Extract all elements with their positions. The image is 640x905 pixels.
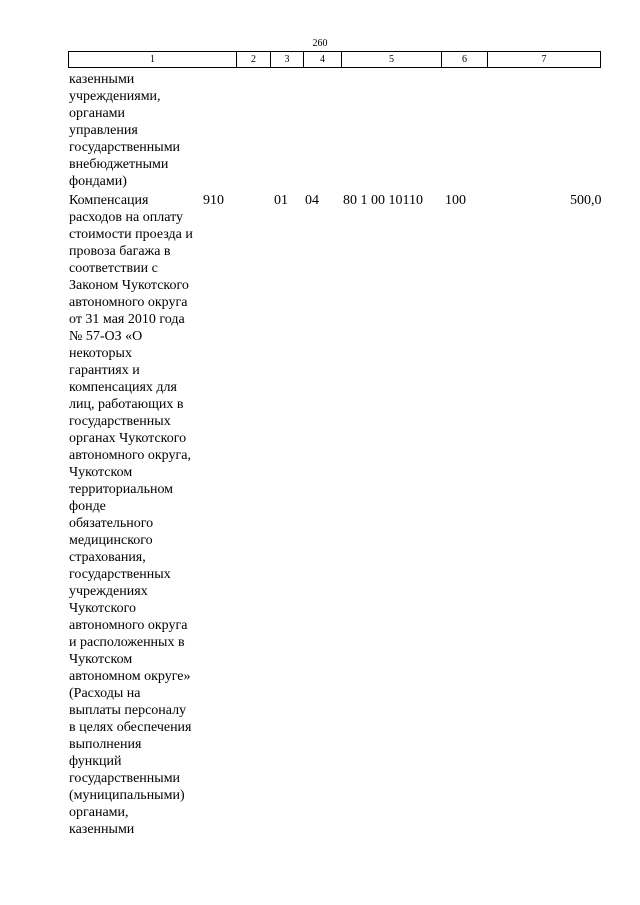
text-line: государственными [69,771,181,786]
text-line: учреждениях [69,584,148,599]
text-line: государственных [69,414,171,429]
text-line: органами, [69,805,129,820]
text-line: обязательного [69,516,154,531]
text-line: некоторых [69,346,132,361]
text-line: и расположенных в [69,635,185,650]
text-line: выполнения [69,737,142,752]
amount-value: 500,0 [570,193,602,208]
column-header-5: 5 [342,52,442,68]
column-header-7: 7 [488,52,601,68]
text-line: функций [69,754,122,769]
text-line: соответствии с [69,261,158,276]
text-line: провоза багажа в [69,244,171,259]
text-line: Законом Чукотского [69,278,189,293]
text-line: лиц, работающих в [69,397,184,412]
text-line: стоимости проезда и [69,227,193,242]
text-line: автономном округе» [69,669,191,684]
column-header-row [69,52,601,68]
column-header-table [68,51,601,68]
text-line: управления [69,123,138,138]
column-header-6: 6 [442,52,488,68]
text-line: учреждениями, [69,89,161,104]
row-description [69,192,209,838]
page-number: 260 [312,38,328,49]
text-line: гарантиях и [69,363,140,378]
text-line: № 57-ОЗ «О [69,329,143,344]
ministry-code: 910 [203,193,224,208]
text-line: автономного округа [69,618,188,633]
column-header-3: 3 [271,52,304,68]
text-line: (Расходы на [69,686,141,701]
text-line: в целях обеспечения [69,720,192,735]
text-line: медицинского [69,533,153,548]
text-line: казенными [69,72,135,87]
text-line: казенными [69,822,135,837]
text-line: выплаты персоналу [69,703,187,718]
text-line: внебюджетными [69,157,169,172]
text-line: органами [69,106,126,121]
column-header-2: 2 [237,52,271,68]
section-code: 01 [274,193,288,208]
text-line: (муниципальными) [69,788,185,803]
text-line: фонде [69,499,106,514]
text-line: расходов на оплату [69,210,184,225]
text-line: Чукотском [69,652,133,667]
column-header-4: 4 [304,52,342,68]
text-line: Чукотского [69,601,136,616]
subsection-code: 04 [305,193,319,208]
target-article-code: 80 1 00 10110 [343,193,423,208]
text-line: органах Чукотского [69,431,187,446]
text-line: автономного округа [69,295,188,310]
text-line: Чукотском [69,465,133,480]
text-line: государственных [69,567,171,582]
text-line: компенсациях для [69,380,177,395]
text-line: от 31 мая 2010 года [69,312,185,327]
continuation-text [69,71,209,190]
text-line: автономного округа, [69,448,191,463]
column-header-1: 1 [69,52,237,68]
text-line: страхования, [69,550,146,565]
expense-type-code: 100 [445,193,466,208]
text-line: территориальном [69,482,174,497]
text-line: государственными [69,140,181,155]
text-line: фондами) [69,174,127,189]
text-line: Компенсация [69,193,149,208]
